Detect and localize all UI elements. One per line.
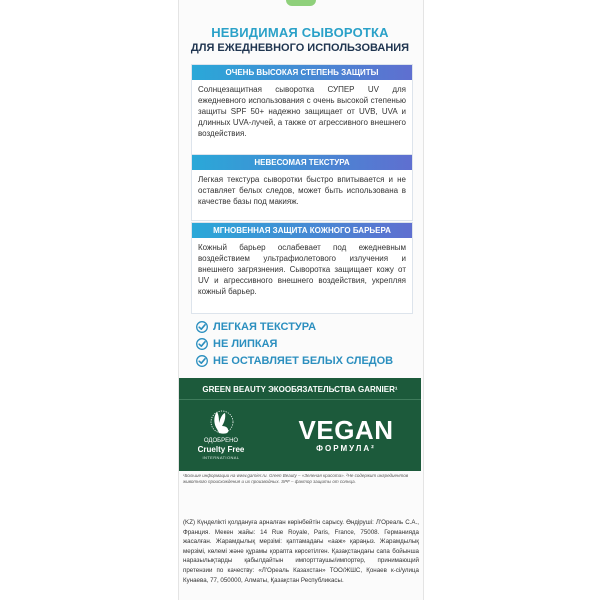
section-heading: МГНОВЕННАЯ ЗАЩИТА КОЖНОГО БАРЬЕРА: [192, 223, 412, 238]
section-weightless-texture: [191, 154, 413, 221]
vegan-logo-text: VEGAN: [298, 415, 394, 445]
check-icon: [196, 355, 208, 367]
benefits-list: [196, 318, 416, 369]
section-high-protection: [191, 64, 413, 156]
green-beauty-panel: [179, 378, 421, 471]
benefit-item: [196, 335, 416, 352]
check-icon: [196, 338, 208, 350]
cruelty-free-approved: ОДОБРЕНО: [203, 438, 239, 444]
cruelty-free-name: Cruelty Free: [197, 445, 245, 454]
benefit-label: НЕ ОСТАВЛЯЕТ БЕЛЫХ СЛЕДОВ: [213, 354, 394, 367]
benefit-item: [196, 352, 416, 369]
benefit-label: ЛЕГКАЯ ТЕКСТУРА: [213, 320, 317, 333]
section-heading: НЕВЕСОМАЯ ТЕКСТУРА: [192, 155, 412, 170]
product-title: НЕВИДИМАЯ СЫВОРОТКА: [211, 25, 389, 40]
section-skin-barrier: [191, 222, 413, 314]
kazakh-legal-text: (KZ) Күнделікті қолдануға арналған көрінбейтін сарысу. Өндіруші: Л'Ореаль С.А., Франция. Мекен жайы: 14 Rue Royale, Paris, France, 75008. Германияда жасалған. Жарамдылық мерзімі: қаптамадағы «ааж» қараңыз. Жарамдылық мерзімі, көлемі және құрамы қорапта көрсетілген. Қазақстандағы сапа бойынша наразылықтарды қабылдайтын импорттаушы/импортер, принимающий претензии по качеству: «Л'Ореаль Казахстан» ТОО/ЖШС, Қонаев к-сі/улица Кунаева, 77, 050000, Алматы, Қазақстан Республикасы.: [183, 519, 419, 584]
tube-cap: [286, 0, 316, 6]
section-body: Кожный барьер ослабевает под ежедневным воздействием ультрафиолетового излучения и внешнего загрязнения. Сыворотка защищает кожу от UV и агрессивного внешнего воздействия, укрепляя кожный барьер.: [198, 243, 406, 296]
cruelty-free-international: INTERNATIONAL: [202, 455, 240, 460]
benefit-item: [196, 318, 416, 335]
section-body: Легкая текстура сыворотки быстро впитывается и не оставляет белых следов, может быть использована в качестве базы под макияж.: [198, 175, 406, 206]
divider: [179, 399, 421, 400]
check-icon: [196, 321, 208, 333]
fine-print: ¹Больше информации на www.garnier.ru. Green Beauty – «Зеленая красота». ²Не содержит ингредиентов животного происхождения и их производных. SPF – фактор защиты от солнца.: [183, 473, 409, 484]
section-heading: ОЧЕНЬ ВЫСОКАЯ СТЕПЕНЬ ЗАЩИТЫ: [192, 65, 412, 80]
product-subtitle: ДЛЯ ЕЖЕДНЕВНОГО ИСПОЛЬЗОВАНИЯ: [190, 42, 410, 54]
section-body: Солнцезащитная сыворотка СУПЕР UV для ежедневного использования с очень высокой степенью защиты SPF 50+ надежно защищает от UVB, UVA и длинных UVA-лучей, а также от агрессивного внешнего воздействия.: [198, 85, 406, 138]
green-beauty-heading: GREEN BEAUTY ЭКООБЯЗАТЕЛЬСТВА GARNIER¹: [202, 385, 398, 394]
vegan-formula-text: ФОРМУЛА²: [316, 444, 376, 453]
benefit-label: НЕ ЛИПКАЯ: [213, 337, 278, 350]
